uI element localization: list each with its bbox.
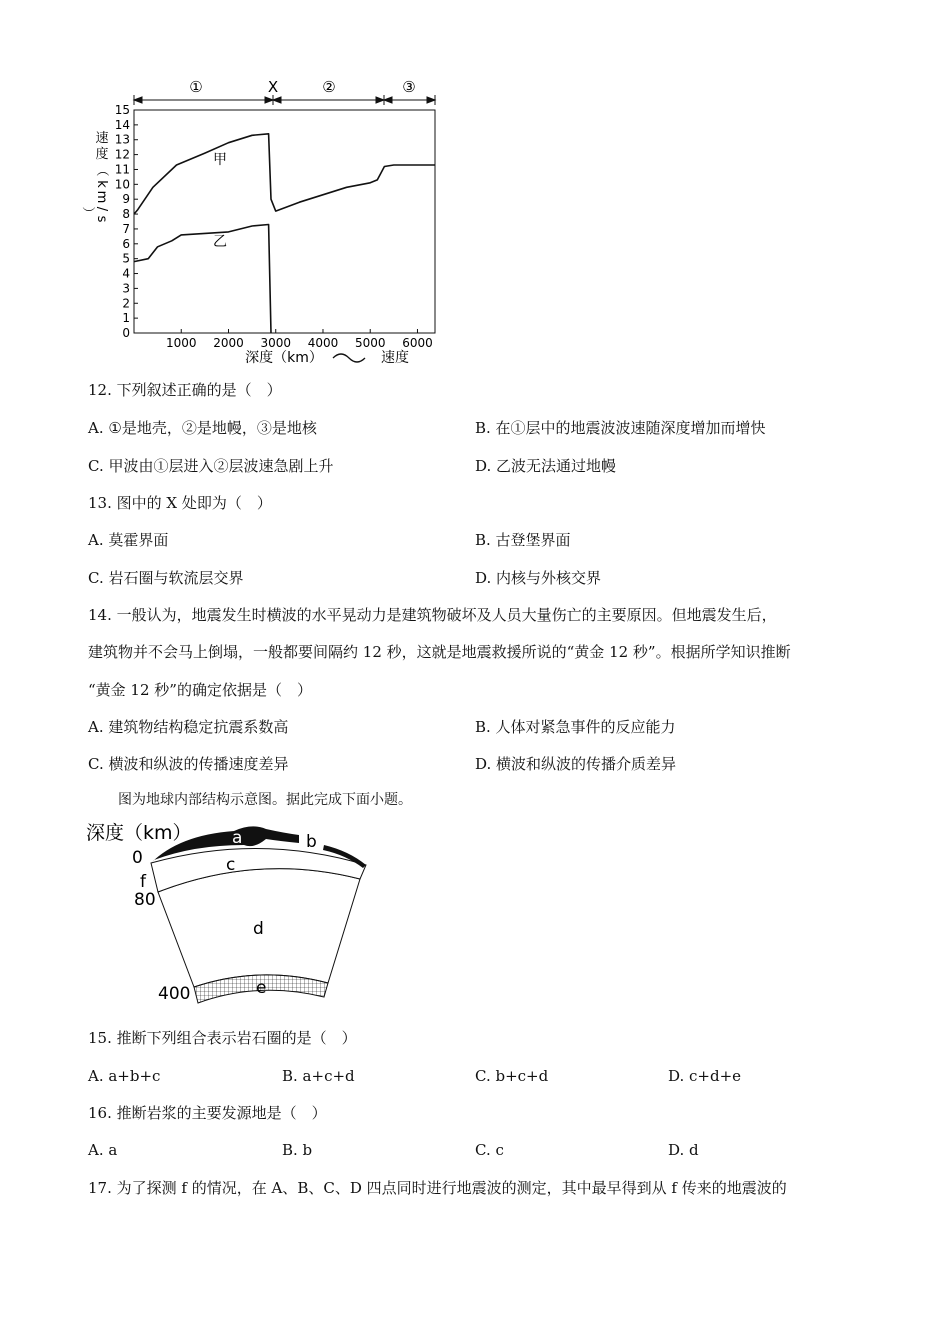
- y-tick-label: 12: [114, 147, 130, 162]
- series-line-jia: [134, 134, 435, 214]
- q15-option-d[interactable]: D. c+d+e: [668, 1067, 742, 1085]
- plot-frame: [134, 110, 435, 333]
- svg-text:（: （: [94, 163, 109, 177]
- q14-stem-line3: “黄金 12 秒”的确定依据是（ ）: [88, 681, 312, 699]
- q14-option-a[interactable]: A. 建筑物结构稳定抗震系数高: [88, 718, 289, 736]
- y-tick-label: 10: [114, 177, 130, 192]
- layer-b-label: b: [306, 832, 317, 852]
- svg-text:m: m: [94, 190, 109, 204]
- svg-text:s: s: [94, 215, 109, 223]
- y-tick-label: 13: [114, 132, 130, 147]
- x-ticks: [166, 329, 433, 350]
- earth-structure-diagram: [84, 815, 374, 1015]
- y-tick-label: 11: [114, 162, 130, 177]
- segment-label-x: X: [267, 78, 279, 96]
- y-tick-label: 1: [122, 311, 130, 326]
- y-tick-label: 2: [122, 296, 130, 311]
- legend-wave-icon: [333, 354, 365, 362]
- q14-stem-line1: 14. 一般认为，地震发生时横波的水平晃动力是建筑物破坏及人员大量伤亡的主要原因。但地震发生后，: [88, 606, 777, 624]
- svg-text:速: 速: [95, 131, 109, 146]
- y-tick-label: 6: [122, 236, 130, 251]
- y-tick-label: 0: [122, 326, 130, 340]
- y-tick-label: 5: [122, 251, 130, 266]
- x-tick-label: 3000: [260, 336, 292, 350]
- layer-a-label: a: [232, 828, 243, 848]
- segment-label-3: ③: [402, 78, 416, 96]
- seismic-velocity-chart: [80, 70, 460, 370]
- q12-option-a[interactable]: A. ①是地壳，②是地幔，③是地核: [88, 419, 317, 437]
- q14-stem-line2: 建筑物并不会马上倒塌，一般都要间隔约 12 秒，这就是地震救援所说的“黄金 12 秒”。根据所学知识推断: [88, 643, 791, 661]
- q17-stem: 17. 为了探测 f 的情况，在 A、B、C、D 四点同时进行地震波的测定，其中最早得到从 f 传来的地震波的: [88, 1179, 787, 1197]
- y-tick-label: 7: [122, 221, 130, 236]
- q16-option-c[interactable]: C. c: [475, 1141, 504, 1159]
- q15-option-b[interactable]: B. a+c+d: [282, 1067, 355, 1085]
- layer-e-label: e: [256, 978, 267, 998]
- q16-stem: 16. 推断岩浆的主要发源地是（ ）: [88, 1104, 327, 1122]
- layer-f-label: f: [140, 872, 146, 892]
- depth-80: 80: [134, 890, 156, 910]
- depth-400: 400: [158, 984, 191, 1004]
- y-axis-label: [80, 130, 109, 223]
- layer-d-label: d: [253, 919, 264, 939]
- q12-stem: 12. 下列叙述正确的是（ ）: [88, 381, 282, 399]
- svg-text:）: ）: [80, 206, 95, 220]
- segment-label-1: ①: [189, 78, 203, 96]
- y-tick-label: 14: [114, 117, 130, 132]
- y-tick-label: 9: [122, 192, 130, 207]
- series-layer: [134, 134, 435, 333]
- q13-option-d[interactable]: D. 内核与外核交界: [475, 569, 602, 587]
- x-tick-label: 2000: [213, 336, 244, 350]
- q16-option-a[interactable]: A. a: [88, 1141, 118, 1159]
- y-tick-label: 15: [114, 103, 130, 117]
- segment-label-2: ②: [322, 78, 336, 96]
- q12-option-b[interactable]: B. 在①层中的地震波波速随深度增加而增快: [475, 419, 766, 437]
- svg-text:k: k: [94, 180, 109, 188]
- q13-option-a[interactable]: A. 莫霍界面: [88, 531, 169, 549]
- series-line-yi: [134, 225, 271, 334]
- q16-option-b[interactable]: B. b: [282, 1141, 313, 1159]
- q14-option-b[interactable]: B. 人体对紧急事件的反应能力: [475, 718, 676, 736]
- q16-option-d[interactable]: D. d: [668, 1141, 699, 1159]
- x-tick-label: 5000: [354, 336, 386, 350]
- x-axis-label: 深度（km）: [245, 350, 323, 366]
- q13-option-c[interactable]: C. 岩石圈与软流层交界: [88, 569, 244, 587]
- q15-option-a[interactable]: A. a+b+c: [88, 1067, 161, 1085]
- segment-bar: [134, 95, 435, 105]
- x-tick-label: 1000: [165, 336, 197, 350]
- y-ticks: [115, 103, 138, 340]
- x-tick-label: 4000: [307, 336, 339, 350]
- layer-c-label: c: [226, 855, 236, 875]
- svg-text:度: 度: [95, 147, 109, 162]
- q15-option-c[interactable]: C. b+c+d: [475, 1067, 549, 1085]
- legend-label: 速度: [381, 350, 409, 366]
- q13-option-b[interactable]: B. 古登堡界面: [475, 531, 571, 549]
- y-tick-label: 8: [122, 207, 130, 222]
- depth-label: 深度（km）: [86, 822, 192, 844]
- q12-option-c[interactable]: C. 甲波由①层进入②层波速急剧上升: [88, 457, 334, 475]
- q15-stem: 15. 推断下列组合表示岩石圈的是（ ）: [88, 1029, 357, 1047]
- y-tick-label: 3: [122, 281, 130, 296]
- y-tick-label: 4: [122, 266, 130, 281]
- figure2-intro: 图为地球内部结构示意图。据此完成下面小题。: [118, 792, 412, 808]
- q14-option-c[interactable]: C. 横波和纵波的传播速度差异: [88, 755, 289, 773]
- x-tick-label: 6000: [402, 336, 433, 350]
- svg-text:/: /: [94, 206, 109, 212]
- q14-option-d[interactable]: D. 横波和纵波的传播介质差异: [475, 755, 677, 773]
- q12-option-d[interactable]: D. 乙波无法通过地幔: [475, 457, 617, 475]
- q13-stem: 13. 图中的 X 处即为（ ）: [88, 494, 272, 512]
- curve-label-jia: 甲: [213, 152, 227, 168]
- depth-0: 0: [132, 848, 143, 868]
- curve-label-yi: 乙: [213, 234, 227, 250]
